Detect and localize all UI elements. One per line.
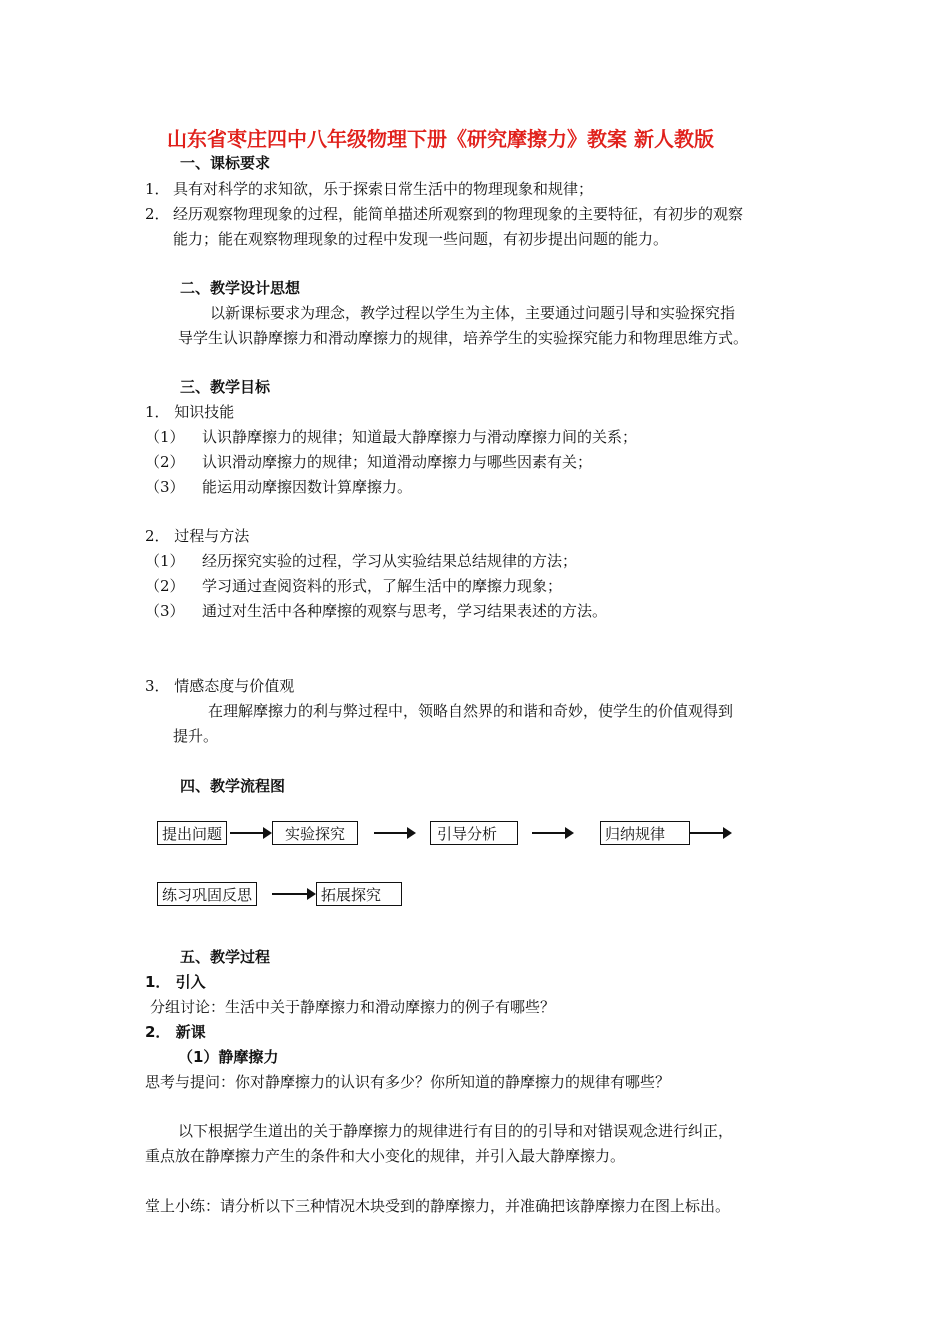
paragraph-line: 导学生认识静摩擦力和滑动摩擦力的规律，培养学生的实验探究能力和物理思维方式。	[178, 329, 749, 347]
section-heading-objectives: 三、教学目标	[180, 378, 271, 396]
paragraph-line: 以新课标要求为理念，教学过程以学生为主体，主要通过问题引导和实验探究指	[210, 304, 736, 322]
list-number: （3）	[145, 602, 185, 620]
list-number: （3）	[145, 478, 185, 496]
list-item: 通过对生活中各种摩擦的观察与思考，学习结果表述的方法。	[202, 602, 608, 620]
section-heading-process: 五、教学过程	[180, 948, 271, 966]
list-item: 具有对科学的求知欲，乐于探索日常生活中的物理现象和规律；	[173, 180, 594, 198]
paragraph-line: 分组讨论：生活中关于静摩擦力和滑动摩擦力的例子有哪些？	[150, 998, 556, 1016]
subheading-intro: 1． 引入	[145, 973, 206, 991]
list-number: （2）	[145, 577, 185, 595]
flow-box-summarize: 归纳规律	[600, 821, 690, 845]
subheading-new-lesson: 2． 新课	[145, 1023, 206, 1041]
paragraph-line: 在理解摩擦力的利与弊过程中，领略自然界的和谐和奇妙，使学生的价值观得到	[208, 702, 734, 720]
subheading-process: 2． 过程与方法	[145, 527, 250, 545]
paragraph-line: 重点放在静摩擦力产生的条件和大小变化的规律，并引入最大静摩擦力。	[145, 1147, 626, 1165]
flow-box-ask-question: 提出问题	[157, 821, 227, 845]
section-heading-curriculum: 一、课标要求	[180, 154, 271, 172]
list-item: 认识静摩擦力的规律；知道最大静摩擦力与滑动摩擦力间的关系；	[202, 428, 638, 446]
document-title: 山东省枣庄四中八年级物理下册《研究摩擦力》教案 新人教版	[167, 127, 714, 151]
paragraph-line: 提升。	[173, 727, 219, 745]
list-item: 经历探究实验的过程，学习从实验结果总结规律的方法；	[202, 552, 578, 570]
list-number: 1．	[145, 180, 170, 198]
paragraph-line: 思考与提问：你对静摩擦力的认识有多少？你所知道的静摩擦力的规律有哪些？	[145, 1073, 671, 1091]
list-item: 经历观察物理现象的过程，能简单描述所观察到的物理现象的主要特征，有初步的观察	[173, 205, 744, 223]
flow-box-guided-analysis: 引导分析	[430, 821, 518, 845]
subheading-knowledge: 1． 知识技能	[145, 403, 235, 421]
paragraph-line: 以下根据学生道出的关于静摩擦力的规律进行有目的的引导和对错误观念进行纠正，	[178, 1122, 734, 1140]
flow-arrow-icon	[532, 832, 572, 834]
subheading-values: 3． 情感态度与价值观	[145, 677, 295, 695]
list-number: （1）	[145, 552, 185, 570]
flow-arrow-icon	[272, 893, 314, 895]
flow-box-practice: 练习巩固反思	[157, 882, 257, 906]
list-item: 能运用动摩擦因数计算摩擦力。	[202, 478, 413, 496]
list-item-continuation: 能力；能在观察物理现象的过程中发现一些问题，有初步提出问题的能力。	[173, 230, 669, 248]
flow-arrow-icon	[230, 832, 270, 834]
flow-box-experiment: 实验探究	[272, 821, 358, 845]
subheading-static-friction: （1）静摩擦力	[178, 1048, 279, 1066]
list-number: 2．	[145, 205, 170, 223]
list-number: （2）	[145, 453, 185, 471]
flow-box-extension: 拓展探究	[316, 882, 402, 906]
list-item: 学习通过查阅资料的形式，了解生活中的摩擦力现象；	[202, 577, 563, 595]
section-heading-flowchart: 四、教学流程图	[180, 777, 286, 795]
flow-arrow-icon	[374, 832, 414, 834]
flow-arrow-icon	[690, 832, 730, 834]
list-item: 认识滑动摩擦力的规律；知道滑动摩擦力与哪些因素有关；	[202, 453, 593, 471]
list-number: （1）	[145, 428, 185, 446]
section-heading-design: 二、教学设计思想	[180, 279, 301, 297]
paragraph-line: 堂上小练：请分析以下三种情况木块受到的静摩擦力，并准确把该静摩擦力在图上标出。	[145, 1197, 731, 1215]
